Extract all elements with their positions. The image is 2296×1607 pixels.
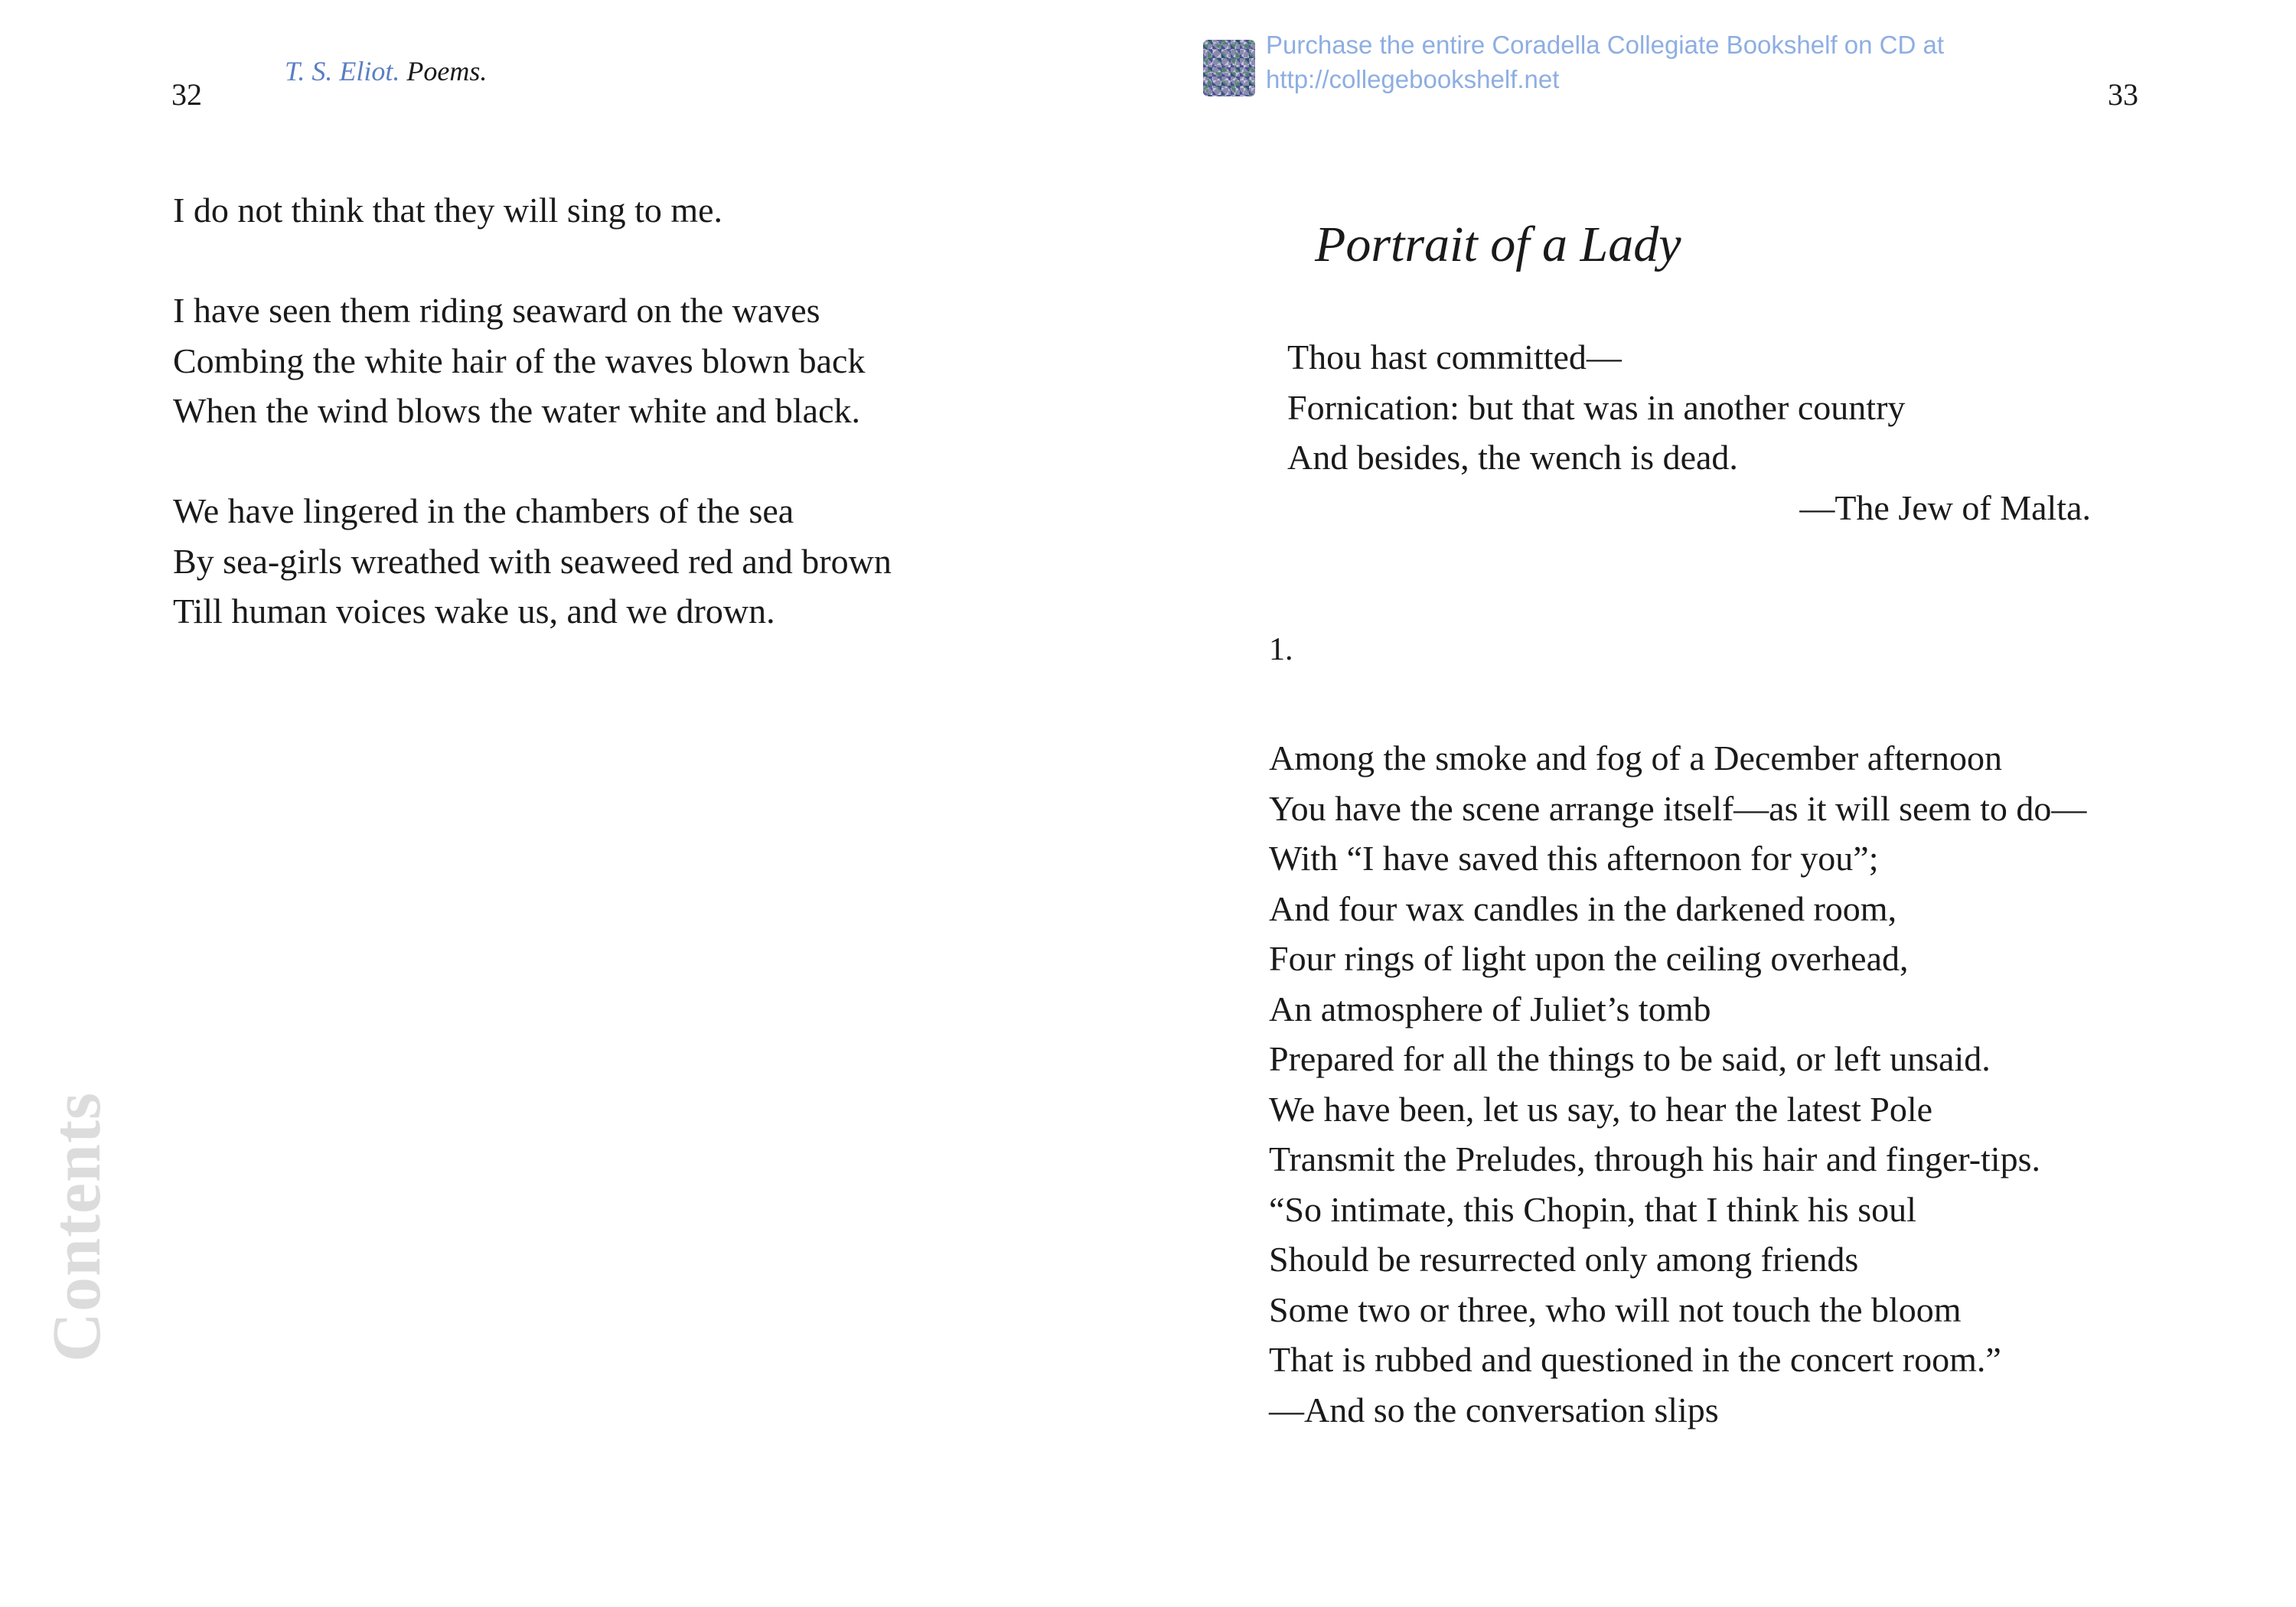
- poem-body: [1269, 733, 2086, 1435]
- verse-line: When the wind blows the water white and black.: [173, 391, 861, 430]
- verse-line: I have seen them riding seaward on the waves: [173, 291, 820, 330]
- verse-line: Till human voices wake us, and we drown.: [173, 592, 775, 631]
- author-link[interactable]: T. S. Eliot.: [285, 56, 400, 86]
- right-page: [1148, 0, 2296, 1607]
- verse-line: Transmit the Preludes, through his hair and finger-tips.: [1269, 1139, 2040, 1178]
- verse-line: I do not think that they will sing to me.: [173, 191, 723, 230]
- verse-line: And four wax candles in the darkened room,: [1269, 888, 1897, 928]
- stanza-break: [173, 236, 892, 286]
- verse-line: “So intimate, this Chopin, that I think his soul: [1269, 1189, 1916, 1229]
- promo-banner[interactable]: [1266, 28, 1944, 96]
- epigraph-line: And besides, the wench is dead.: [1287, 438, 1738, 477]
- poem-ending: [173, 185, 892, 637]
- verse-line: We have lingered in the chambers of the sea: [173, 491, 794, 530]
- verse-line: We have been, let us say, to hear the latest Pole: [1269, 1089, 1933, 1129]
- verse-line: That is rubbed and questioned in the concert room.”: [1269, 1340, 2001, 1379]
- page-number: 33: [2108, 77, 2138, 112]
- epigraph: [1287, 332, 2091, 533]
- epigraph-line: Thou hast committed—: [1287, 337, 1622, 376]
- promo-text[interactable]: Purchase the entire Coradella Collegiate Bookshelf on CD at: [1266, 31, 1945, 59]
- section-number: 1.: [1269, 632, 1293, 667]
- verse-line: Prepared for all the things to be said, or left unsaid.: [1269, 1039, 1991, 1078]
- verse-line: —And so the conversation slips: [1269, 1390, 1719, 1429]
- running-head: [285, 55, 487, 87]
- verse-line: Combing the white hair of the waves blown back: [173, 341, 866, 380]
- verse-line: With “I have saved this afternoon for you”;: [1269, 839, 1879, 878]
- verse-line: Among the smoke and fog of a December afternoon: [1269, 738, 2003, 777]
- verse-line: Some two or three, who will not touch the bloom: [1269, 1289, 1962, 1329]
- promo-url-link[interactable]: http://collegebookshelf.net: [1266, 65, 1560, 93]
- epigraph-line: Fornication: but that was in another country: [1287, 387, 1906, 427]
- verse-line: Should be resurrected only among friends: [1269, 1240, 1859, 1279]
- verse-line: An atmosphere of Juliet’s tomb: [1269, 989, 1711, 1028]
- poem-title: Portrait of a Lady: [1315, 217, 1681, 272]
- verse-line: You have the scene arrange itself—as it will seem to do—: [1269, 788, 2087, 828]
- contents-tab[interactable]: Contents: [39, 1091, 115, 1362]
- stanza-break: [173, 436, 892, 487]
- work-title: Poems.: [406, 56, 488, 86]
- epigraph-source: —The Jew of Malta.: [1799, 487, 2091, 527]
- page-number: 32: [171, 77, 202, 112]
- verse-line: Four rings of light upon the ceiling overhead,: [1269, 939, 1909, 978]
- verse-line: By sea-girls wreathed with seaweed red and brown: [173, 541, 892, 581]
- bookshelf-cd-icon[interactable]: [1203, 40, 1255, 96]
